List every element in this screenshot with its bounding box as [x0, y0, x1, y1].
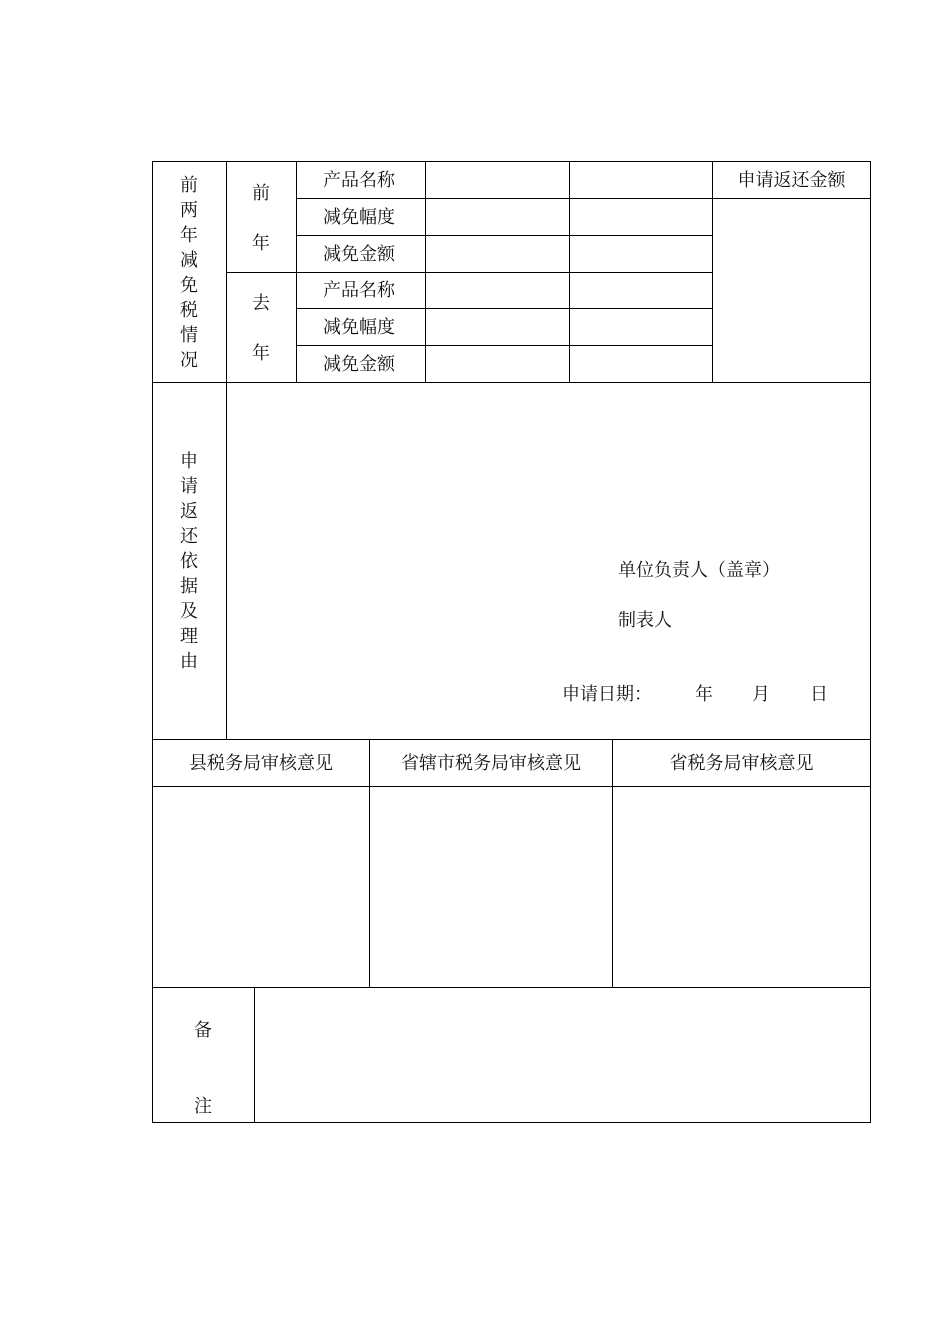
reason-label-char: 据	[180, 576, 198, 597]
province-review-header: 省税务局审核意见	[669, 753, 814, 774]
tax-label-char: 前	[180, 175, 198, 196]
county-review-header: 县税务局审核意见	[189, 753, 333, 774]
col-line	[612, 739, 613, 987]
reason-label-char: 由	[180, 651, 198, 672]
year-last-char2: 年	[252, 343, 270, 364]
border-bottom	[152, 1122, 871, 1123]
reason-label-char: 还	[180, 526, 198, 547]
year-prev-char1: 前	[252, 183, 270, 204]
col-line	[254, 987, 255, 1122]
tax-label-char: 年	[180, 225, 198, 246]
tax-label-char: 况	[180, 350, 198, 371]
col-line	[226, 161, 227, 739]
row-label-reduction-rate: 减免幅度	[323, 207, 395, 228]
tax-label-char: 两	[180, 200, 198, 221]
row-line	[226, 272, 713, 273]
row-line	[296, 308, 713, 309]
reason-label-char: 依	[180, 551, 198, 572]
row-label-product-name: 产品名称	[323, 280, 395, 301]
col-line	[425, 161, 426, 382]
row-label-reduction-rate: 减免幅度	[323, 317, 395, 338]
refund-amount-header: 申请返还金额	[737, 170, 846, 191]
unit-leader-seal-label: 单位负责人（盖章）	[618, 560, 780, 581]
remarks-char1: 备	[194, 1020, 212, 1041]
border-right	[870, 161, 871, 1123]
tax-label-char: 情	[180, 325, 198, 346]
row-line	[296, 198, 871, 199]
row-label-reduction-amount: 减免金额	[323, 244, 395, 265]
date-month-label: 月	[752, 684, 770, 705]
row-label-product-name: 产品名称	[323, 170, 395, 191]
col-line	[712, 161, 713, 382]
preparer-label: 制表人	[618, 610, 672, 631]
row-label-reduction-amount: 减免金额	[323, 354, 395, 375]
col-line	[569, 161, 570, 382]
row-line	[296, 345, 713, 346]
row-line	[152, 786, 871, 787]
tax-label-char: 免	[180, 275, 198, 296]
row-line	[296, 235, 713, 236]
col-line	[369, 739, 370, 987]
col-line	[296, 161, 297, 382]
section-line	[152, 987, 871, 988]
border-left	[152, 161, 153, 1123]
date-year-label: 年	[695, 684, 713, 705]
tax-label-char: 税	[180, 300, 198, 321]
reason-label-char: 理	[180, 626, 198, 647]
reason-label-char: 及	[180, 601, 198, 622]
reason-label-char: 请	[180, 476, 198, 497]
date-day-label: 日	[810, 684, 828, 705]
reason-label-char: 返	[180, 501, 198, 522]
remarks-char2: 注	[194, 1096, 212, 1117]
border-top	[152, 161, 871, 162]
city-review-header: 省辖市税务局审核意见	[401, 753, 581, 774]
tax-label-char: 减	[180, 250, 198, 271]
section-line	[152, 739, 871, 740]
application-date-label: 申请日期：	[562, 684, 652, 705]
reason-label-char: 申	[180, 451, 198, 472]
year-prev-char2: 年	[252, 233, 270, 254]
section-line	[152, 382, 871, 383]
year-last-char1: 去	[252, 293, 270, 314]
